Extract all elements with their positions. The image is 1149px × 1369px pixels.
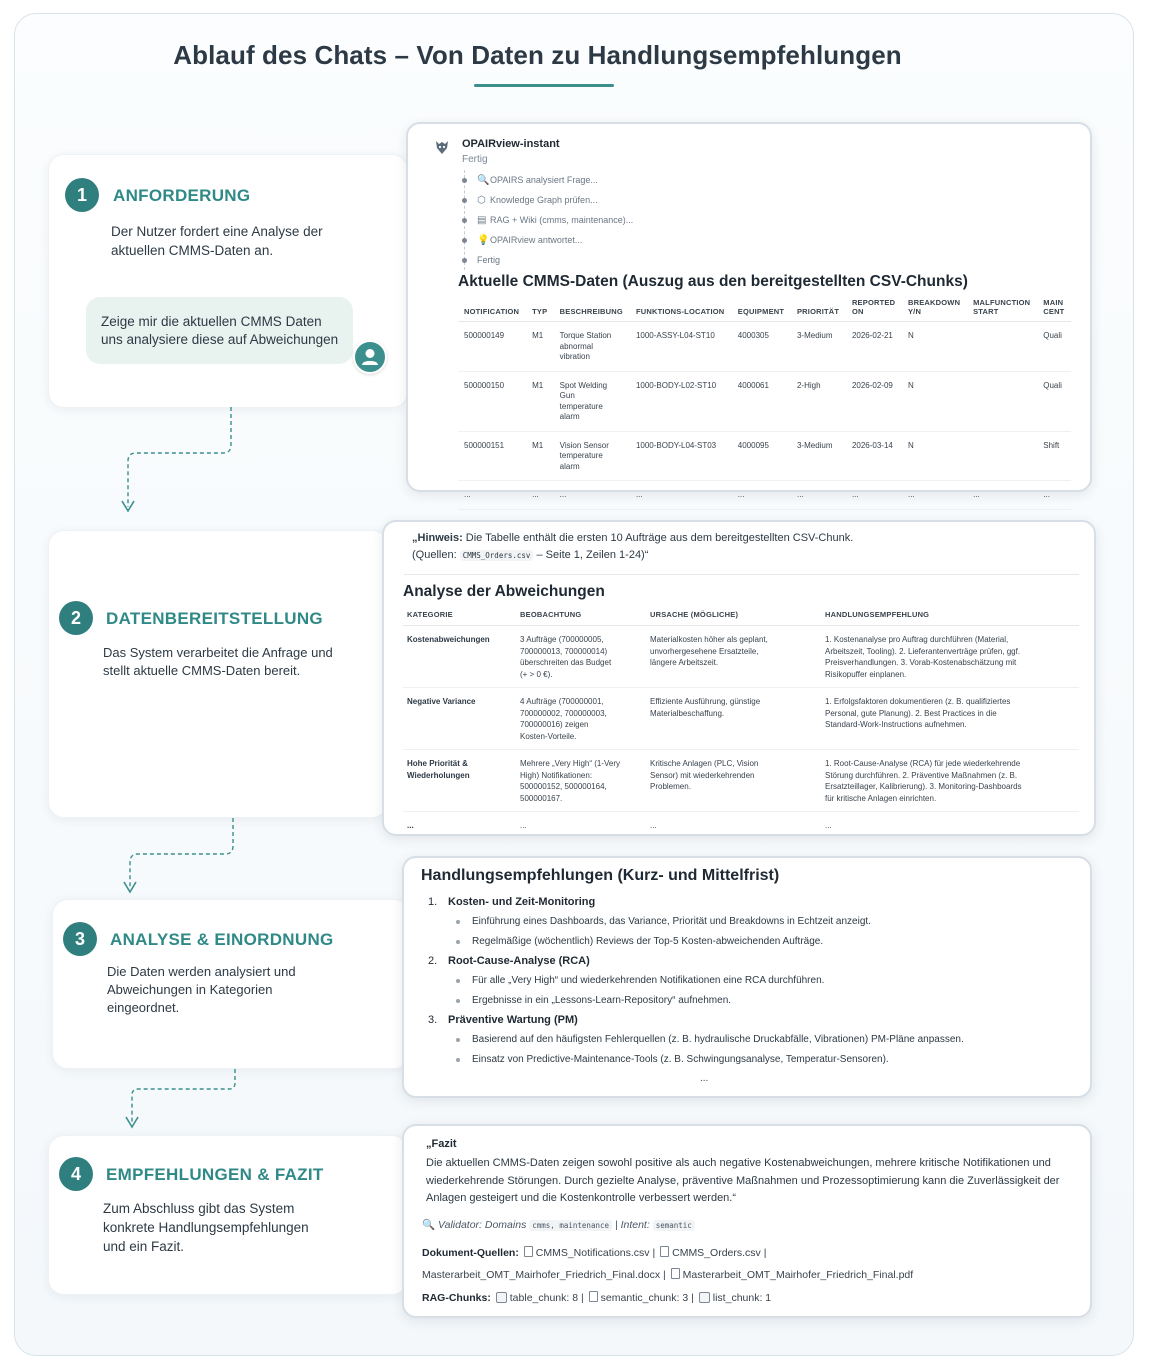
progress-step [465,250,724,270]
recommendations-panel [402,856,1092,1098]
table-cell: N [902,431,967,481]
intent-value: semantic [653,1220,695,1231]
table-cell: Vision Sensor temperature alarm [554,431,630,481]
recommendation-bullet: Basierend auf den häufigsten Fehlerquellen (z. B. hydraulische Druckabfälle, Vibrationen) PM-Pläne anpassen. [428,1030,1068,1050]
table-cell: ... [646,812,821,840]
progress-step-label: OPAIRview antwortet... [490,235,583,245]
analysis-table [403,606,1079,840]
progress-step [465,190,724,210]
bot-name: OPAIRview-instant [462,138,560,150]
recommendation-bullet: Für alle „Very High“ und wiederkehrenden Notifikationen eine RCA durchführen. [428,971,1068,991]
connector-arrow-1-2 [110,405,250,517]
bot-status: Fertig [462,154,488,165]
column-header: REPORTED ON [846,296,902,322]
table-cell: Mehrere „Very High“ (1-Very High) Notifikationen: 500000152, 500000164, 500000167. [516,750,646,812]
list-icon [699,1292,710,1303]
table-cell: ... [403,812,516,840]
divider [404,574,1079,575]
books-icon: ▤ [477,215,487,226]
table-row [458,431,1071,481]
hint-text: „Hinweis: Die Tabelle enthält die ersten 10 Aufträge aus dem bereitgestellten CSV-Chunk. (Quellen: CMMS_Orders.csv – Seite 1, Zeilen 1-24)“ [412,532,854,561]
table-cell [967,371,1037,431]
table-cell: Quali [1037,371,1071,431]
recommendation-title: Präventive Wartung (PM) [448,1014,578,1026]
table-cell: 1000-BODY-L02-ST10 [630,371,732,431]
magnifier-icon: 🔍 [422,1219,436,1231]
column-header: MALFUNCTION START [967,296,1037,322]
table-cell: Kostenabweichungen [403,626,516,688]
table-cell: M1 [526,431,554,481]
fazit-title: „Fazit [426,1138,457,1150]
document-icon [671,1268,680,1279]
recommendation-number: 3. [428,1014,438,1026]
progress-step [465,230,724,250]
table-row [458,322,1071,372]
table-row [458,481,1071,510]
table-cell: M1 [526,322,554,372]
table-cell: Spot Welding Gun temperature alarm [554,371,630,431]
table-row [403,812,1079,840]
table-cell: Hohe Priorität & Wiederholungen [403,750,516,812]
table-cell: 4 Aufträge (700000001, 700000002, 700000003, 700000016) zeigen Kosten-Vorteile. [516,688,646,750]
table-row [403,688,1079,750]
table-cell: 3 Aufträge (700000005, 700000013, 700000014) überschreiten das Budget (+ > 0 €). [516,626,646,688]
column-header: PRIORITÄT [791,296,846,322]
table-cell: Shift [1037,431,1071,481]
table-cell: 1. Root-Cause-Analyse (RCA) für jede wiederkehrende Störung durchführen. 2. Präventive Maßnahmen (z. B. Ersatzteillager, Kalibrierung). 3. Monitoring-Dashboards für kritische Anlagen einrichten. [821,750,1079,812]
table-cell: ... [967,481,1037,510]
table-row [458,371,1071,431]
recommendation-item [428,1010,1068,1030]
table-cell: 500000151 [458,431,526,481]
table-cell: 500000150 [458,371,526,431]
table-cell: ... [1037,481,1071,510]
table-cell: ... [902,481,967,510]
table-cell: 4000305 [732,322,791,372]
step-title-1: ANFORDERUNG [113,186,251,205]
column-header: HANDLUNGSEMPFEHLUNG [821,606,1079,626]
table-cell: Torque Station abnormal vibration [554,322,630,372]
fazit-panel [402,1124,1092,1318]
bot-logo-icon [433,138,451,161]
progress-step-label: Fertig [477,255,501,265]
table-cell: N [902,371,967,431]
step-number-2: 2 [59,601,93,635]
table-cell [967,322,1037,372]
table-cell: ... [516,812,646,840]
connector-arrow-3-4 [114,1067,254,1133]
table-cell: 1. Erfolgsfaktoren dokumentieren (z. B. qualifiziertes Personal, gute Planung). 2. Best Practices in die Standard-Work-Instructions aufnehmen. [821,688,1079,750]
recommendation-bullet: Einsatz von Predictive-Maintenance-Tools (z. B. Schwingungsanalyse, Temperatur-Sensoren). [428,1050,1068,1070]
analysis-panel [382,520,1096,836]
table-cell: 1000-BODY-L04-ST03 [630,431,732,481]
table-cell: 3-Medium [791,431,846,481]
recommendation-item [428,951,1068,971]
validator-domains: cmms, maintenance [529,1220,612,1231]
column-header: EQUIPMENT [732,296,791,322]
validator-line: 🔍 Validator: Domains cmms, maintenance | Intent: semantic [422,1218,695,1231]
table-cell: N [902,322,967,372]
table-cell: ... [526,481,554,510]
table-cell: ... [554,481,630,510]
recommendation-item [428,892,1068,912]
table-cell: Kritische Anlagen (PLC, Vision Sensor) mit wiederkehrenden Problemen. [646,750,821,812]
recommendation-number: 1. [428,896,438,908]
column-header: MAIN CENT [1037,296,1071,322]
graph-icon: ⬡ [477,195,486,206]
column-header: KATEGORIE [403,606,516,626]
rag-chunks: RAG-Chunks: table_chunk: 8 | semantic_chunk: 3 | list_chunk: 1 [422,1292,772,1304]
table-row [403,626,1079,688]
column-header: URSACHE (MÖGLICHE) [646,606,821,626]
connector-arrow-2-3 [112,816,252,898]
progress-step [465,210,724,230]
table-cell: 1. Kostenanalyse pro Auftrag durchführen (Material, Arbeitszeit, Tooling). 2. Lieferantenverträge prüfen, ggf. Preisverhandlungen. 3. Vorab-Kostenabschätzung mit Risikopuffer einplanen. [821,626,1079,688]
column-header: BREAKDOWN Y/N [902,296,967,322]
table-cell: 1000-ASSY-L04-ST10 [630,322,732,372]
step-desc-4: Zum Abschluss gibt das System konkrete Handlungsempfehlungen und ein Fazit. [103,1201,309,1254]
document-icon [660,1246,669,1257]
recommendation-number: 2. [428,955,438,967]
table-cell: ... [846,481,902,510]
table-cell: Quali [1037,322,1071,372]
table-cell: 4000061 [732,371,791,431]
recommendation-title: Kosten- und Zeit-Monitoring [448,896,596,908]
table-cell: 2026-02-21 [846,322,902,372]
recommendation-title: Root-Cause-Analyse (RCA) [448,955,590,967]
progress-step-label: Knowledge Graph prüfen... [490,195,598,205]
table-cell [967,431,1037,481]
step-title-2: DATENBEREITSTELLUNG [106,609,323,628]
column-header: FUNKTIONS-LOCATION [630,296,732,322]
user-avatar-icon [353,340,387,374]
magnifier-icon: 🔍 [477,175,490,186]
source-file-code: CMMS_Orders.csv [460,550,534,561]
recommendation-bullet: Ergebnisse in ein „Lessons-Learn-Repository“ aufnehmen. [428,991,1068,1011]
step-number-4: 4 [59,1157,93,1191]
table-cell: ... [821,812,1079,840]
step-title-4: EMPFEHLUNGEN & FAZIT [106,1165,324,1184]
table-cell: Materialkosten höher als geplant, unvorhergesehene Ersatzteile, längere Arbeitszeit. [646,626,821,688]
lightbulb-icon: 💡 [477,235,490,246]
document-icon [589,1291,598,1302]
table-cell: 2026-02-09 [846,371,902,431]
table-cell: 2026-03-14 [846,431,902,481]
recommendations-list [428,892,1068,1069]
fazit-text: Die aktuellen CMMS-Daten zeigen sowohl positive als auch negative Kostenabweichungen, mehrere kritische Notifikationen und wiederkehrende Störungen. Durch gezielte Analyse, präventive Maßnahmen und Prozessoptimierung kann die Zuverlässigkeit der Anlagen gesteigert und die Kostenkontrolle verbessert werden.“ [426,1157,1060,1204]
table-cell: ... [630,481,732,510]
recommendation-bullet: Einführung eines Dashboards, das Variance, Priorität und Breakdowns in Echtzeit anzeigt. [428,912,1068,932]
chart-icon [496,1292,507,1303]
recommendations-ellipsis: ... [700,1073,709,1084]
step-number-1: 1 [65,178,99,212]
step-title-3: ANALYSE & EINORDNUNG [110,930,334,949]
step-desc-1: Der Nutzer fordert eine Analyse der aktuellen CMMS-Daten an. [111,224,323,258]
chat-response-panel [406,122,1092,499]
analysis-heading: Analyse der Abweichungen [403,583,605,600]
table-cell: 2-High [791,371,846,431]
step-desc-2: Das System verarbeitet die Anfrage und stellt aktuelle CMMS-Daten bereit. [103,645,333,678]
progress-step-label: OPAIRS analysiert Frage... [490,175,598,185]
step-number-3: 3 [63,922,97,956]
progress-step [465,170,724,190]
table-row [403,750,1079,812]
table-cell: 500000149 [458,322,526,372]
progress-steps [464,170,724,270]
document-sources: Dokument-Quellen: CMMS_Notifications.csv | CMMS_Orders.csv | Masterarbeit_OMT_Mairhofer_Friedrich_Final.docx | Masterarbeit_OMT_Mairhofer_Friedrich_Final.pdf [422,1247,914,1281]
cmms-table-heading: Aktuelle CMMS-Daten (Auszug aus den bereitgestellten CSV-Chunks) [458,273,968,290]
page-title: Ablauf des Chats – Von Daten zu Handlungsempfehlungen [173,40,902,70]
table-cell: 4000095 [732,431,791,481]
cmms-data-table [458,296,1071,510]
table-cell: 3-Medium [791,322,846,372]
progress-step-label: RAG + Wiki (cmms, maintenance)... [490,215,634,225]
table-cell: ... [458,481,526,510]
table-cell: M1 [526,371,554,431]
table-cell: Effiziente Ausführung, günstige Materialbeschaffung. [646,688,821,750]
document-icon [524,1246,533,1257]
step-desc-3: Die Daten werden analysiert und Abweichungen in Kategorien eingeordnet. [107,964,296,1015]
column-header: TYP [526,296,554,322]
user-message-bubble: Zeige mir die aktuellen CMMS Daten uns analysiere diese auf Abweichungen [86,297,353,364]
title-underline [474,84,614,87]
column-header: BEOBACHTUNG [516,606,646,626]
table-cell: ... [791,481,846,510]
column-header: BESCHREIBUNG [554,296,630,322]
recommendations-heading: Handlungsempfehlungen (Kurz- und Mittelfrist) [421,867,780,884]
table-cell: Negative Variance [403,688,516,750]
column-header: NOTIFICATION [458,296,526,322]
recommendation-bullet: Regelmäßige (wöchentlich) Reviews der Top-5 Kosten-abweichenden Aufträge. [428,932,1068,952]
table-cell: ... [732,481,791,510]
